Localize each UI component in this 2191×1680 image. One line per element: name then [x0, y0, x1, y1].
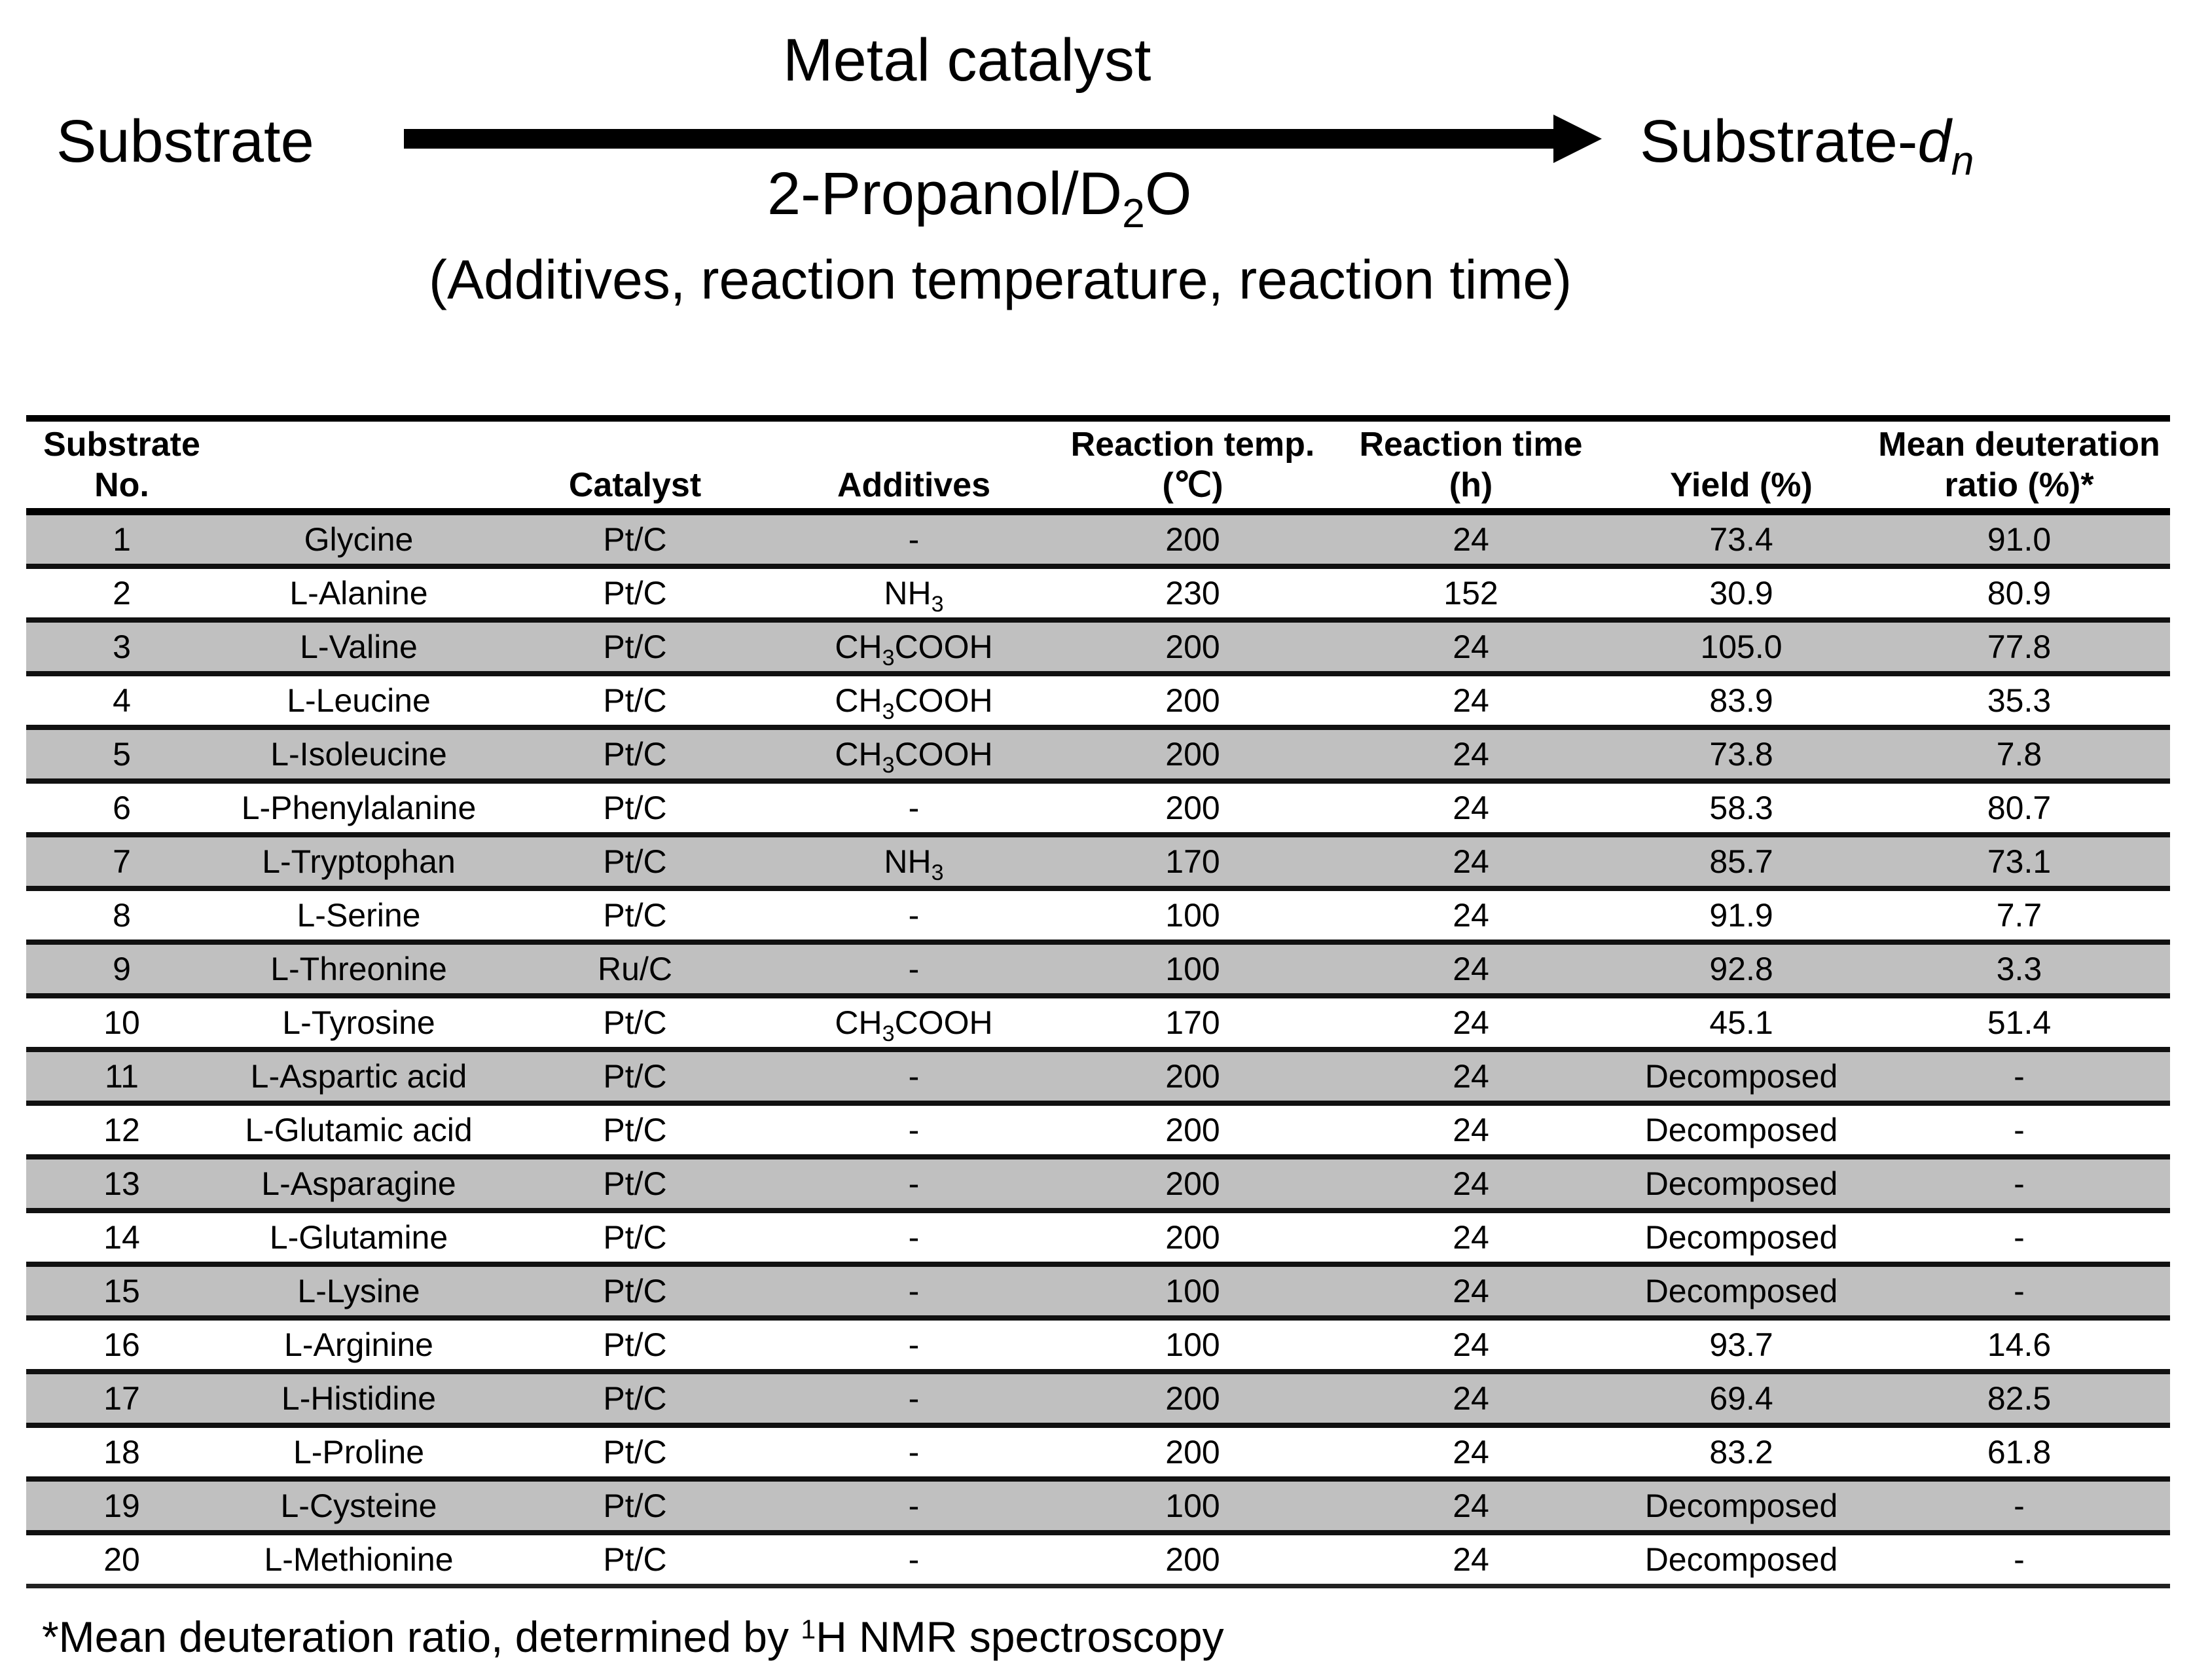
cell-temp: 100	[1058, 942, 1328, 996]
header-line1: Mean deuteration	[1878, 426, 2160, 464]
cell-no: 3	[26, 620, 217, 674]
cell-no: 11	[26, 1050, 217, 1103]
cell-additive: $CH_3COOH$	[770, 727, 1058, 781]
cell-temp: 200	[1058, 515, 1328, 566]
cell-time: 24	[1328, 1479, 1614, 1533]
footnote	[42, 1612, 1224, 1662]
cell-yield: Decomposed	[1614, 1157, 1868, 1211]
product-d: d	[1917, 108, 1951, 175]
cell-catalyst: Pt/C	[500, 1372, 770, 1425]
cell-yield: 85.7	[1614, 835, 1868, 888]
cell-substrate: L-Threonine	[217, 942, 500, 996]
header-additives	[770, 422, 1058, 508]
cell-temp: 100	[1058, 1479, 1328, 1533]
cell-substrate: L-Methionine	[217, 1533, 500, 1586]
table-row	[26, 1264, 2170, 1318]
header-line2: Catalyst	[568, 466, 702, 504]
cell-catalyst: Pt/C	[500, 996, 770, 1050]
reaction-arrow-head-icon	[1553, 115, 1602, 163]
cell-catalyst: Pt/C	[500, 1479, 770, 1533]
footnote-prefix: *Mean deuteration ratio, determined by	[42, 1613, 801, 1661]
cell-mean-deuteration: 80.9	[1868, 566, 2170, 620]
cell-no: 15	[26, 1264, 217, 1318]
cell-time: 24	[1328, 942, 1614, 996]
cell-mean-deuteration: -	[1868, 1157, 2170, 1211]
cell-mean-deuteration: 91.0	[1868, 515, 2170, 566]
header-mean-deuteration	[1868, 422, 2170, 508]
cell-mean-deuteration: -	[1868, 1211, 2170, 1264]
cell-time: 24	[1328, 1157, 1614, 1211]
header-line1: Reaction time	[1359, 426, 1583, 464]
cell-yield: 83.2	[1614, 1425, 1868, 1479]
cell-mean-deuteration: 14.6	[1868, 1318, 2170, 1372]
cell-additive: -	[770, 1264, 1058, 1318]
cell-no: 17	[26, 1372, 217, 1425]
table-row	[26, 781, 2170, 835]
cell-substrate: L-Proline	[217, 1425, 500, 1479]
cell-time: 24	[1328, 996, 1614, 1050]
cell-temp: 170	[1058, 996, 1328, 1050]
cell-substrate: L-Arginine	[217, 1318, 500, 1372]
cell-temp: 200	[1058, 1425, 1328, 1479]
cell-substrate: L-Glutamic acid	[217, 1103, 500, 1157]
top-rule	[26, 415, 2170, 422]
cell-time: 24	[1328, 1372, 1614, 1425]
cell-mean-deuteration: -	[1868, 1264, 2170, 1318]
table-row	[26, 1050, 2170, 1103]
cell-catalyst: Pt/C	[500, 1264, 770, 1318]
header-catalyst	[500, 422, 770, 508]
cell-mean-deuteration: 3.3	[1868, 942, 2170, 996]
cell-yield: 30.9	[1614, 566, 1868, 620]
cell-substrate: L-Cysteine	[217, 1479, 500, 1533]
cell-catalyst: Pt/C	[500, 727, 770, 781]
cell-catalyst: Pt/C	[500, 515, 770, 566]
cell-temp: 170	[1058, 835, 1328, 888]
cell-substrate: L-Aspartic acid	[217, 1050, 500, 1103]
cell-additive: $NH_3$	[770, 566, 1058, 620]
cell-substrate: L-Glutamine	[217, 1211, 500, 1264]
cell-substrate: L-Alanine	[217, 566, 500, 620]
cell-mean-deuteration: -	[1868, 1533, 2170, 1586]
table-row	[26, 1533, 2170, 1586]
cell-no: 13	[26, 1157, 217, 1211]
table-row	[26, 1157, 2170, 1211]
cell-mean-deuteration: -	[1868, 1050, 2170, 1103]
cell-substrate: L-Tryptophan	[217, 835, 500, 888]
header-line1	[500, 424, 770, 465]
header-row	[26, 422, 2170, 508]
cell-yield: 93.7	[1614, 1318, 1868, 1372]
cell-temp: 200	[1058, 674, 1328, 727]
table-row	[26, 888, 2170, 942]
header-line1	[770, 424, 1058, 465]
cell-additive: $NH_3$	[770, 835, 1058, 888]
table-body	[26, 515, 2170, 1586]
cell-catalyst: Pt/C	[500, 674, 770, 727]
cell-additive: -	[770, 781, 1058, 835]
scheme-above-arrow: Metal catalyst	[783, 27, 1151, 94]
cell-catalyst: Pt/C	[500, 835, 770, 888]
cell-additive: -	[770, 888, 1058, 942]
cell-substrate: L-Valine	[217, 620, 500, 674]
cell-catalyst: Pt/C	[500, 566, 770, 620]
cell-time: 24	[1328, 674, 1614, 727]
cell-mean-deuteration: 7.7	[1868, 888, 2170, 942]
cell-temp: 200	[1058, 1372, 1328, 1425]
cell-no: 10	[26, 996, 217, 1050]
cell-no: 4	[26, 674, 217, 727]
results-table	[26, 415, 2170, 1588]
cell-time: 24	[1328, 835, 1614, 888]
cell-no: 1	[26, 515, 217, 566]
header-rule	[26, 508, 2170, 515]
cell-temp: 100	[1058, 1264, 1328, 1318]
header-line2: Yield (%)	[1670, 466, 1813, 504]
cell-catalyst: Pt/C	[500, 781, 770, 835]
cell-temp: 200	[1058, 1050, 1328, 1103]
header-yield	[1614, 422, 1868, 508]
cell-time: 24	[1328, 1318, 1614, 1372]
cell-no: 8	[26, 888, 217, 942]
table-row	[26, 674, 2170, 727]
header-line2: Additives	[837, 466, 991, 504]
scheme-reactant: Substrate	[56, 108, 314, 175]
results-table-container	[26, 415, 2170, 1588]
cell-yield: 45.1	[1614, 996, 1868, 1050]
cell-time: 24	[1328, 727, 1614, 781]
cell-additive: -	[770, 1050, 1058, 1103]
header-line2: (h)	[1449, 466, 1493, 504]
cell-substrate: L-Leucine	[217, 674, 500, 727]
cell-additive: $CH_3COOH$	[770, 674, 1058, 727]
cell-mean-deuteration: 77.8	[1868, 620, 2170, 674]
cell-substrate: L-Histidine	[217, 1372, 500, 1425]
cell-temp: 100	[1058, 888, 1328, 942]
cell-time: 24	[1328, 1533, 1614, 1586]
cell-no: 5	[26, 727, 217, 781]
header-line1	[1614, 424, 1868, 465]
cell-additive: -	[770, 1479, 1058, 1533]
table-row	[26, 1211, 2170, 1264]
reaction-arrow-shaft	[404, 129, 1556, 149]
cell-no: 20	[26, 1533, 217, 1586]
cell-catalyst: Pt/C	[500, 620, 770, 674]
cell-time: 152	[1328, 566, 1614, 620]
table-row	[26, 1318, 2170, 1372]
footnote-sup: 1	[801, 1614, 816, 1645]
table-row	[26, 1479, 2170, 1533]
cell-yield: Decomposed	[1614, 1050, 1868, 1103]
header-line1: Substrate	[43, 426, 200, 464]
cell-mean-deuteration: 7.8	[1868, 727, 2170, 781]
cell-substrate: L-Phenylalanine	[217, 781, 500, 835]
cell-no: 6	[26, 781, 217, 835]
cell-no: 19	[26, 1479, 217, 1533]
cell-temp: 200	[1058, 1211, 1328, 1264]
cell-additive: -	[770, 1425, 1058, 1479]
table-row	[26, 1103, 2170, 1157]
cell-yield: 69.4	[1614, 1372, 1868, 1425]
cell-time: 24	[1328, 1103, 1614, 1157]
cell-catalyst: Pt/C	[500, 1103, 770, 1157]
cell-additive: -	[770, 1533, 1058, 1586]
cell-yield: 83.9	[1614, 674, 1868, 727]
cell-catalyst: Pt/C	[500, 1157, 770, 1211]
cell-additive: -	[770, 1157, 1058, 1211]
cell-catalyst: Pt/C	[500, 1211, 770, 1264]
cell-additive: -	[770, 1318, 1058, 1372]
table-row	[26, 942, 2170, 996]
cell-temp: 200	[1058, 1533, 1328, 1586]
cell-time: 24	[1328, 1425, 1614, 1479]
cell-substrate: L-Asparagine	[217, 1157, 500, 1211]
cell-substrate: L-Isoleucine	[217, 727, 500, 781]
footnote-suffix: H NMR spectroscopy	[816, 1613, 1224, 1661]
cell-mean-deuteration: 51.4	[1868, 996, 2170, 1050]
cell-time: 24	[1328, 1211, 1614, 1264]
cell-time: 24	[1328, 1264, 1614, 1318]
cell-mean-deuteration: 82.5	[1868, 1372, 2170, 1425]
cell-catalyst: Pt/C	[500, 1318, 770, 1372]
header-temp	[1058, 422, 1328, 508]
scheme-product	[1640, 108, 1974, 185]
cell-mean-deuteration: 35.3	[1868, 674, 2170, 727]
cell-time: 24	[1328, 1050, 1614, 1103]
cell-time: 24	[1328, 620, 1614, 674]
cell-substrate: L-Lysine	[217, 1264, 500, 1318]
header-substrate-no	[26, 422, 217, 508]
scheme-below-arrow	[767, 160, 1192, 237]
table-row	[26, 835, 2170, 888]
cell-time: 24	[1328, 888, 1614, 942]
cell-yield: 92.8	[1614, 942, 1868, 996]
cell-temp: 230	[1058, 566, 1328, 620]
solvent-sub: 2	[1122, 191, 1145, 237]
cell-substrate: Glycine	[217, 515, 500, 566]
cell-temp: 200	[1058, 620, 1328, 674]
cell-yield: Decomposed	[1614, 1479, 1868, 1533]
cell-temp: 100	[1058, 1318, 1328, 1372]
cell-yield: 91.9	[1614, 888, 1868, 942]
cell-time: 24	[1328, 781, 1614, 835]
table-row	[26, 620, 2170, 674]
cell-no: 18	[26, 1425, 217, 1479]
solvent-prefix: 2-Propanol/D	[767, 160, 1123, 227]
cell-additive: -	[770, 515, 1058, 566]
cell-additive: -	[770, 1211, 1058, 1264]
header-line2: No.	[94, 466, 149, 504]
header-line2: ratio (%)*	[1944, 466, 2094, 504]
solvent-suffix: O	[1144, 160, 1192, 227]
product-n: n	[1951, 138, 1974, 185]
cell-no: 9	[26, 942, 217, 996]
cell-mean-deuteration: 73.1	[1868, 835, 2170, 888]
cell-catalyst: Pt/C	[500, 888, 770, 942]
cell-mean-deuteration: -	[1868, 1479, 2170, 1533]
cell-additive: -	[770, 942, 1058, 996]
cell-additive: $CH_3COOH$	[770, 620, 1058, 674]
product-base: Substrate-	[1640, 108, 1918, 175]
cell-temp: 200	[1058, 781, 1328, 835]
cell-yield: Decomposed	[1614, 1264, 1868, 1318]
cell-no: 16	[26, 1318, 217, 1372]
cell-substrate: L-Serine	[217, 888, 500, 942]
cell-temp: 200	[1058, 727, 1328, 781]
cell-yield: 58.3	[1614, 781, 1868, 835]
cell-time: 24	[1328, 515, 1614, 566]
table-row	[26, 1425, 2170, 1479]
cell-mean-deuteration: -	[1868, 1103, 2170, 1157]
table-row	[26, 515, 2170, 566]
cell-yield: 105.0	[1614, 620, 1868, 674]
header-time	[1328, 422, 1614, 508]
cell-substrate: L-Tyrosine	[217, 996, 500, 1050]
cell-catalyst: Pt/C	[500, 1425, 770, 1479]
cell-yield: 73.4	[1614, 515, 1868, 566]
cell-yield: Decomposed	[1614, 1533, 1868, 1586]
table-row	[26, 566, 2170, 620]
cell-mean-deuteration: 61.8	[1868, 1425, 2170, 1479]
table-row	[26, 727, 2170, 781]
cell-temp: 200	[1058, 1103, 1328, 1157]
cell-yield: 73.8	[1614, 727, 1868, 781]
cell-catalyst: Ru/C	[500, 942, 770, 996]
table-row	[26, 1372, 2170, 1425]
cell-yield: Decomposed	[1614, 1103, 1868, 1157]
header-name	[217, 422, 500, 508]
header-line1: Reaction temp.	[1070, 426, 1315, 464]
cell-additive: -	[770, 1103, 1058, 1157]
cell-no: 14	[26, 1211, 217, 1264]
header-line1	[217, 465, 500, 505]
cell-mean-deuteration: 80.7	[1868, 781, 2170, 835]
cell-additive: $CH_3COOH$	[770, 996, 1058, 1050]
scheme-conditions: (Additives, reaction temperature, reaction time)	[429, 249, 1572, 310]
cell-no: 2	[26, 566, 217, 620]
cell-temp: 200	[1058, 1157, 1328, 1211]
cell-yield: Decomposed	[1614, 1211, 1868, 1264]
cell-catalyst: Pt/C	[500, 1050, 770, 1103]
table-row	[26, 996, 2170, 1050]
cell-catalyst: Pt/C	[500, 1533, 770, 1586]
cell-no: 12	[26, 1103, 217, 1157]
cell-additive: -	[770, 1372, 1058, 1425]
reaction-scheme	[0, 0, 2191, 340]
header-line2: (℃)	[1162, 466, 1223, 504]
cell-no: 7	[26, 835, 217, 888]
